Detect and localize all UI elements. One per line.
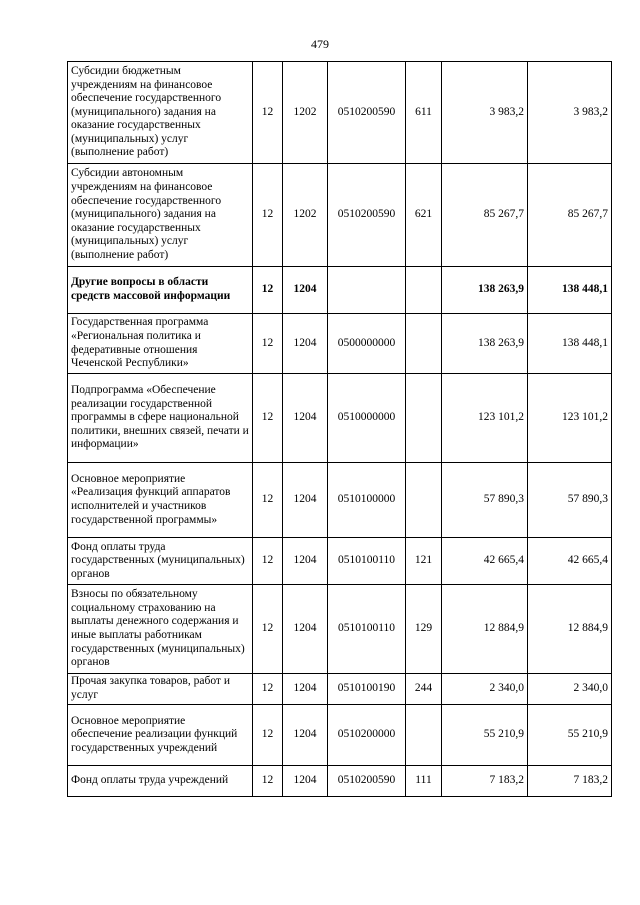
row-subsection: 1202 [283,62,328,164]
row-sum-1: 138 263,9 [442,267,528,314]
row-sum-2: 85 267,7 [528,164,612,267]
row-target-article: 0510000000 [328,374,406,463]
row-expense-type: 621 [406,164,442,267]
row-expense-type [406,267,442,314]
budget-table [67,61,612,797]
row-target-article: 0510100190 [328,674,406,705]
row-expense-type: 111 [406,766,442,797]
row-section: 12 [253,674,283,705]
row-target-article: 0510100000 [328,463,406,538]
row-subsection: 1204 [283,766,328,797]
table-row [68,463,612,538]
table-row [68,164,612,267]
row-target-article: 0510200000 [328,705,406,766]
row-sum-1: 85 267,7 [442,164,528,267]
row-expense-type [406,705,442,766]
row-expense-type: 611 [406,62,442,164]
row-subsection: 1202 [283,164,328,267]
row-section: 12 [253,374,283,463]
row-sum-1: 3 983,2 [442,62,528,164]
table-row [68,705,612,766]
row-expense-type [406,463,442,538]
row-section: 12 [253,585,283,674]
row-sum-2: 57 890,3 [528,463,612,538]
row-name: Другие вопросы в области средств массовой информации [68,267,253,314]
row-target-article [328,267,406,314]
row-subsection: 1204 [283,705,328,766]
row-expense-type [406,374,442,463]
row-sum-1: 123 101,2 [442,374,528,463]
row-section: 12 [253,766,283,797]
row-sum-2: 42 665,4 [528,538,612,585]
row-name: Основное мероприятие «Реализация функций аппаратов исполнителей и участников государственной программы» [68,463,253,538]
row-sum-1: 57 890,3 [442,463,528,538]
row-subsection: 1204 [283,267,328,314]
row-sum-2: 7 183,2 [528,766,612,797]
row-name: Фонд оплаты труда учреждений [68,766,253,797]
table-row [68,374,612,463]
row-sum-2: 123 101,2 [528,374,612,463]
table-row [68,585,612,674]
row-sum-1: 7 183,2 [442,766,528,797]
row-name: Взносы по обязательному социальному страхованию на выплаты денежного содержания и иные выплаты работникам государственных (муниципальных) органов [68,585,253,674]
row-name: Субсидии бюджетным учреждениям на финансовое обеспечение государственного (муниципального) задания на оказание государственных (муниципальных) услуг (выполнение работ) [68,62,253,164]
row-expense-type [406,314,442,374]
row-subsection: 1204 [283,463,328,538]
row-section: 12 [253,705,283,766]
row-subsection: 1204 [283,374,328,463]
row-section: 12 [253,314,283,374]
row-target-article: 0510200590 [328,164,406,267]
row-subsection: 1204 [283,585,328,674]
row-sum-1: 12 884,9 [442,585,528,674]
table-row [68,766,612,797]
table-row [68,62,612,164]
row-expense-type: 244 [406,674,442,705]
row-name: Субсидии автономным учреждениям на финансовое обеспечение государственного (муниципального) задания на оказание государственных (муниципальных) услуг (выполнение работ) [68,164,253,267]
row-name: Прочая закупка товаров, работ и услуг [68,674,253,705]
row-sum-2: 12 884,9 [528,585,612,674]
table-row [68,314,612,374]
row-subsection: 1204 [283,674,328,705]
row-name: Подпрограмма «Обеспечение реализации государственной программы в сфере национальной политики, внешних связей, печати и информации» [68,374,253,463]
row-section: 12 [253,62,283,164]
row-name: Фонд оплаты труда государственных (муниципальных) органов [68,538,253,585]
row-section: 12 [253,463,283,538]
row-target-article: 0510200590 [328,62,406,164]
table-row [68,267,612,314]
row-sum-1: 55 210,9 [442,705,528,766]
row-sum-1: 42 665,4 [442,538,528,585]
table-row [68,674,612,705]
row-subsection: 1204 [283,314,328,374]
row-sum-2: 3 983,2 [528,62,612,164]
row-target-article: 0510200590 [328,766,406,797]
row-section: 12 [253,538,283,585]
row-target-article: 0510100110 [328,585,406,674]
table-row [68,538,612,585]
row-section: 12 [253,267,283,314]
row-expense-type: 121 [406,538,442,585]
row-sum-1: 138 263,9 [442,314,528,374]
row-sum-2: 138 448,1 [528,267,612,314]
row-sum-2: 55 210,9 [528,705,612,766]
row-sum-2: 138 448,1 [528,314,612,374]
row-target-article: 0500000000 [328,314,406,374]
row-sum-2: 2 340,0 [528,674,612,705]
row-name: Основное мероприятие обеспечение реализации функций государственных учреждений [68,705,253,766]
row-name: Государственная программа «Региональная политика и федеративные отношения Чеченской Республики» [68,314,253,374]
row-expense-type: 129 [406,585,442,674]
row-target-article: 0510100110 [328,538,406,585]
page-number: 479 [311,37,329,51]
row-section: 12 [253,164,283,267]
row-subsection: 1204 [283,538,328,585]
row-sum-1: 2 340,0 [442,674,528,705]
